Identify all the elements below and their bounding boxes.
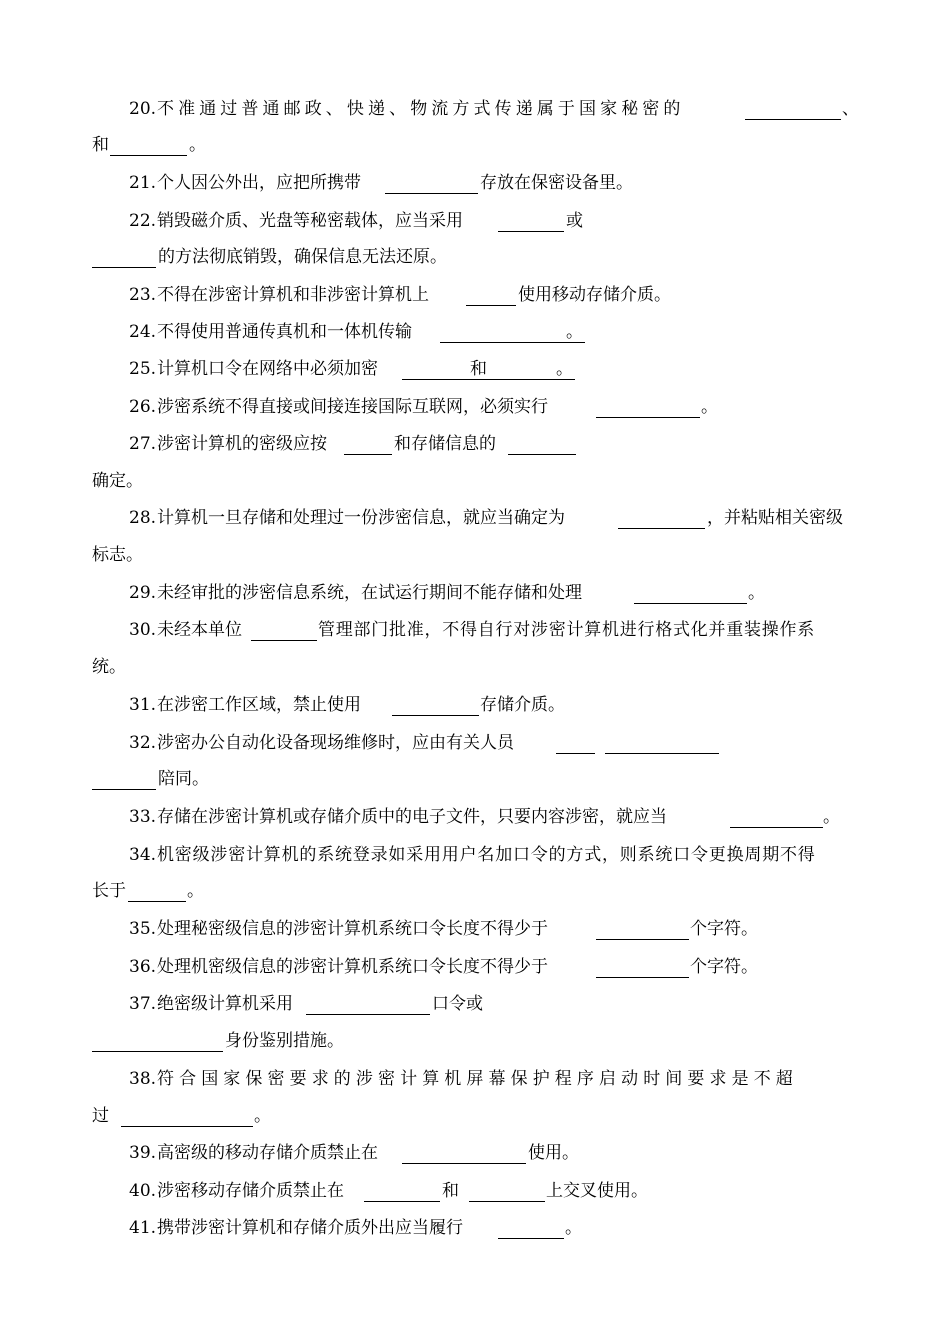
question-23 bbox=[0, 283, 950, 313]
question-text: 销毁磁介质、光盘等秘密载体，应当采用 bbox=[157, 211, 463, 231]
question-text: 存储介质。 bbox=[480, 695, 565, 715]
question-number: 36. bbox=[129, 957, 157, 977]
question-text: 个人因公外出，应把所携带 bbox=[157, 173, 361, 193]
question-text: 。 bbox=[189, 135, 206, 155]
question-20-line-2 bbox=[0, 133, 950, 163]
question-text: 统。 bbox=[92, 657, 126, 677]
question-number: 31. bbox=[129, 695, 157, 715]
question-25 bbox=[0, 357, 950, 387]
question-text: 和 bbox=[442, 1181, 459, 1201]
question-text: 不准通过普通邮政、快递、物流方式传递属于国家秘密的 bbox=[157, 99, 685, 119]
question-28-line-1 bbox=[0, 506, 950, 536]
answer-blank bbox=[466, 285, 516, 306]
question-text: 。 bbox=[556, 359, 573, 379]
question-number: 41. bbox=[129, 1218, 157, 1238]
question-29 bbox=[0, 581, 950, 611]
answer-blank bbox=[385, 173, 478, 194]
answer-blank bbox=[440, 322, 585, 343]
question-37-line-1 bbox=[0, 992, 950, 1022]
question-39 bbox=[0, 1141, 950, 1171]
question-33 bbox=[0, 805, 950, 835]
question-text: 管理部门批准，不得自行对涉密计算机进行格式化并重装操作系 bbox=[318, 620, 815, 640]
answer-blank bbox=[392, 695, 479, 716]
question-text: 符合国家保密要求的涉密计算机屏幕保护程序启动时间要求是不超 bbox=[157, 1069, 798, 1089]
answer-blank bbox=[605, 733, 719, 754]
question-text: 、 bbox=[842, 99, 859, 119]
question-text: 。 bbox=[566, 322, 583, 342]
question-36 bbox=[0, 955, 950, 985]
question-text: 存放在保密设备里。 bbox=[480, 173, 633, 193]
answer-blank bbox=[730, 807, 823, 828]
question-text: 。 bbox=[565, 1218, 582, 1238]
answer-blank bbox=[745, 99, 841, 120]
question-27-line-2 bbox=[0, 469, 950, 499]
question-text: 。 bbox=[701, 397, 718, 417]
question-31 bbox=[0, 693, 950, 723]
answer-blank bbox=[469, 1181, 545, 1202]
question-text: 。 bbox=[187, 881, 204, 901]
question-22-line-1 bbox=[0, 209, 950, 239]
question-text: 携带涉密计算机和存储介质外出应当履行 bbox=[157, 1218, 463, 1238]
question-32-line-2 bbox=[0, 767, 950, 797]
question-37-line-2 bbox=[0, 1029, 950, 1059]
question-number: 30. bbox=[129, 620, 157, 640]
question-text: 和 bbox=[92, 135, 109, 155]
answer-blank bbox=[121, 1106, 253, 1127]
question-text: 不得使用普通传真机和一体机传输 bbox=[157, 322, 412, 342]
question-35 bbox=[0, 917, 950, 947]
question-text: ，并粘贴相关密级 bbox=[707, 508, 843, 528]
question-text: 绝密级计算机采用 bbox=[157, 994, 293, 1014]
question-text: 的方法彻底销毁，确保信息无法还原。 bbox=[158, 247, 447, 267]
answer-blank bbox=[251, 620, 317, 641]
question-text: 涉密系统不得直接或间接连接国际互联网，必须实行 bbox=[157, 397, 548, 417]
answer-blank bbox=[402, 359, 575, 380]
answer-blank bbox=[110, 135, 187, 156]
question-number: 21. bbox=[129, 173, 157, 193]
question-text: 过 bbox=[92, 1106, 109, 1126]
question-text: 标志。 bbox=[92, 545, 143, 565]
question-number: 32. bbox=[129, 733, 157, 753]
question-text: 和 bbox=[470, 359, 487, 379]
question-text: 存储在涉密计算机或存储介质中的电子文件，只要内容涉密，就应当 bbox=[157, 807, 667, 827]
question-text: 机密级涉密计算机的系统登录如采用用户名加口令的方式，则系统口令更换周期不得 bbox=[157, 845, 816, 865]
question-text: 涉密办公自动化设备现场维修时，应由有关人员 bbox=[157, 733, 514, 753]
question-38-line-1 bbox=[0, 1067, 950, 1097]
question-text: 使用。 bbox=[528, 1143, 579, 1163]
question-number: 26. bbox=[129, 397, 157, 417]
question-text: 口令或 bbox=[432, 994, 483, 1014]
question-number: 25. bbox=[129, 359, 157, 379]
question-number: 29. bbox=[129, 583, 157, 603]
question-number: 35. bbox=[129, 919, 157, 939]
question-text: 长于 bbox=[92, 881, 126, 901]
answer-blank bbox=[498, 211, 564, 232]
question-text: 在涉密工作区域，禁止使用 bbox=[157, 695, 361, 715]
question-text: 确定。 bbox=[92, 471, 143, 491]
question-number: 38. bbox=[129, 1069, 157, 1089]
question-text: 个字符。 bbox=[690, 919, 758, 939]
answer-blank bbox=[596, 957, 689, 978]
question-text: 计算机口令在网络中必须加密 bbox=[157, 359, 378, 379]
answer-blank bbox=[128, 881, 186, 902]
question-number: 27. bbox=[129, 434, 157, 454]
question-text: 计算机一旦存储和处理过一份涉密信息，就应当确定为 bbox=[157, 508, 565, 528]
question-number: 33. bbox=[129, 807, 157, 827]
question-number: 28. bbox=[129, 508, 157, 528]
question-27-line-1 bbox=[0, 432, 950, 462]
answer-blank bbox=[402, 1143, 526, 1164]
question-text: 陪同。 bbox=[158, 769, 209, 789]
question-text: 使用移动存储介质。 bbox=[518, 285, 671, 305]
question-number: 23. bbox=[129, 285, 157, 305]
answer-blank bbox=[92, 247, 156, 268]
question-number: 34. bbox=[129, 845, 157, 865]
answer-blank bbox=[634, 583, 747, 604]
question-text: 不得在涉密计算机和非涉密计算机上 bbox=[157, 285, 429, 305]
question-text: 上交叉使用。 bbox=[546, 1181, 648, 1201]
question-text: 个字符。 bbox=[690, 957, 758, 977]
question-34-line-2 bbox=[0, 879, 950, 909]
answer-blank bbox=[92, 1031, 223, 1052]
question-text: 。 bbox=[823, 807, 840, 827]
question-text: 和存储信息的 bbox=[394, 434, 496, 454]
question-number: 22. bbox=[129, 211, 157, 231]
answer-blank bbox=[306, 994, 430, 1015]
question-text: 处理机密级信息的涉密计算机系统口令长度不得少于 bbox=[157, 957, 548, 977]
question-34-line-1 bbox=[0, 843, 950, 873]
answer-blank bbox=[596, 397, 700, 418]
question-number: 37. bbox=[129, 994, 157, 1014]
answer-blank bbox=[508, 434, 576, 455]
question-number: 40. bbox=[129, 1181, 157, 1201]
question-38-line-2 bbox=[0, 1104, 950, 1134]
question-21 bbox=[0, 171, 950, 201]
question-number: 39. bbox=[129, 1143, 157, 1163]
answer-blank bbox=[596, 919, 689, 940]
question-text: 涉密计算机的密级应按 bbox=[157, 434, 327, 454]
question-text: 身份鉴别措施。 bbox=[225, 1031, 344, 1051]
question-28-line-2 bbox=[0, 543, 950, 573]
question-text: 或 bbox=[566, 211, 583, 231]
answer-blank bbox=[498, 1218, 564, 1239]
question-22-line-2 bbox=[0, 245, 950, 275]
question-30-line-2 bbox=[0, 655, 950, 685]
question-text: 。 bbox=[254, 1106, 271, 1126]
answer-blank bbox=[92, 769, 156, 790]
answer-blank bbox=[344, 434, 392, 455]
question-30-line-1 bbox=[0, 618, 950, 648]
question-text: 处理秘密级信息的涉密计算机系统口令长度不得少于 bbox=[157, 919, 548, 939]
question-41 bbox=[0, 1216, 950, 1246]
answer-blank bbox=[364, 1181, 440, 1202]
question-40 bbox=[0, 1179, 950, 1209]
question-24 bbox=[0, 320, 950, 350]
question-text: 。 bbox=[748, 583, 765, 603]
question-text: 高密级的移动存储介质禁止在 bbox=[157, 1143, 378, 1163]
answer-blank bbox=[556, 733, 595, 754]
question-26 bbox=[0, 395, 950, 425]
question-text: 未经本单位 bbox=[157, 620, 242, 640]
question-text: 未经审批的涉密信息系统，在试运行期间不能存储和处理 bbox=[157, 583, 582, 603]
question-number: 20. bbox=[129, 99, 157, 119]
question-32-line-1 bbox=[0, 731, 950, 761]
question-number: 24. bbox=[129, 322, 157, 342]
question-20-line-1 bbox=[0, 97, 950, 127]
question-text: 涉密移动存储介质禁止在 bbox=[157, 1181, 344, 1201]
answer-blank bbox=[618, 508, 705, 529]
